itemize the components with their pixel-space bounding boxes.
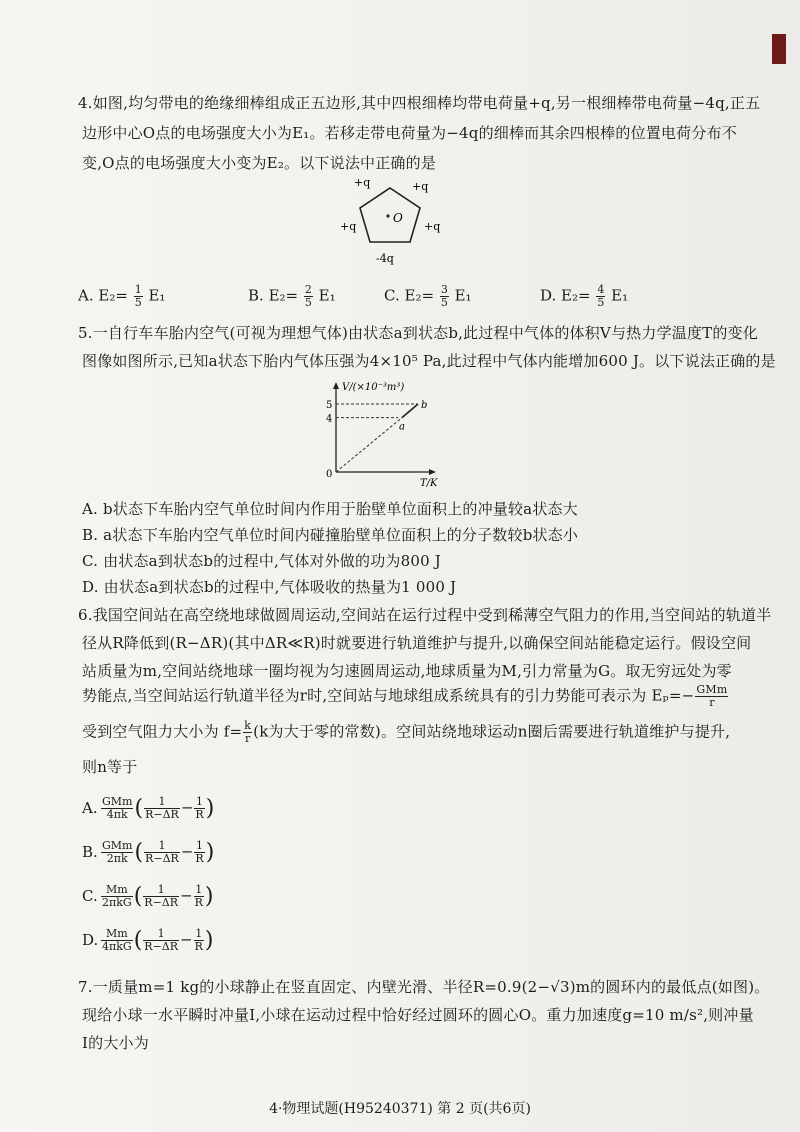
chart-tick-5: 5 — [326, 400, 333, 411]
q4-line-3: 变,O点的电场强度大小变为E₂。以下说法中正确的是 — [82, 154, 437, 172]
chart-x-axis-label: T/K — [420, 478, 438, 488]
q5-line-2: 图像如图所示,已知a状态下胎内气体压强为4×10⁵ Pa,此过程中气体内能增加600 J。以下说法正确的是 — [82, 352, 776, 370]
q4-option-b[interactable]: B. E₂= $\frac{2}{5}$ E₁ — [248, 283, 336, 309]
q5-option-d[interactable]: D. 由状态a到状态b的过程中,气体吸收的热量为1 000 J — [82, 578, 457, 596]
chart-point-b-label: b — [421, 400, 428, 411]
q5-option-b[interactable]: B. a状态下车胎内空气单位时间内碰撞胎壁单位面积上的分子数较b状态小 — [82, 526, 579, 544]
chart-point-a-label: a — [399, 421, 405, 433]
q4-line-2: 边形中心O点的电场强度大小为E₁。若移走带电荷量为−4q的细棒而其余四根棒的位置电荷分布不 — [82, 124, 737, 142]
q6-line-2: 径从R降低到(R−ΔR)(其中ΔR≪R)时就要进行轨道维护与提升,以确保空间站能稳定运行。假设空间 — [82, 634, 752, 652]
q7-line-3: I的大小为 — [82, 1034, 149, 1052]
pentagon-top-right-label: +q — [412, 180, 429, 193]
pentagon-left-label: +q — [340, 220, 357, 233]
q6-line-6: 则n等于 — [82, 758, 138, 776]
chart-a-to-b-segment — [402, 404, 418, 418]
q5-line-1: 5.一自行车车胎内空气(可视为理想气体)由状态a到状态b,此过程中气体的体积V与热力学温度T的变化 — [78, 324, 758, 342]
q6-line-1: 6.我国空间站在高空绕地球做圆周运动,空间站在运行过程中受到稀薄空气阻力的作用,当空间站的轨道半 — [78, 606, 772, 624]
q7-line-1: 7.一质量m=1 kg的小球静止在竖直固定、内壁光滑、半径R=0.9(2−√3)m的圆环内的最低点(如图)。 — [78, 978, 770, 996]
q6-line-3: 站质量为m,空间站绕地球一圈均视为匀速圆周运动,地球质量为M,引力常量为G。取无穷远处为零 — [82, 662, 732, 680]
pentagon-center-label: O — [393, 211, 403, 225]
pentagon-figure — [330, 172, 450, 272]
q7-line-2: 现给小球一水平瞬时冲量I,小球在运动过程中恰好经过圆环的圆心O。重力加速度g=10 m/s²,则冲量 — [82, 1006, 754, 1024]
chart-origin-label: 0 — [326, 469, 333, 480]
q4-option-a[interactable]: A. E₂= $\frac{1}{5}$ E₁ — [78, 283, 166, 309]
q5-option-c[interactable]: C. 由状态a到状态b的过程中,气体对外做的功为800 J — [82, 552, 442, 570]
volume-temperature-chart — [300, 376, 450, 488]
q6-option-b[interactable]: B. $\frac{\text{GMm}}{2\pi k}$ ( $\frac{1}{R-\Delta R}$ − $\frac{1}{R}$ ) — [82, 839, 215, 865]
chart-y-axis-label: V/(×10⁻³m³) — [342, 382, 405, 393]
q4-line-1: 4.如图,均匀带电的绝缘细棒组成正五边形,其中四根细棒均带电荷量+q,另一根细棒带电荷量−4q,正五 — [78, 94, 761, 112]
page-footer: 4·物理试题(H95240371) 第 2 页(共6页) — [269, 1101, 531, 1117]
q4-option-c[interactable]: C. E₂= $\frac{3}{5}$ E₁ — [384, 283, 472, 309]
q6-option-a[interactable]: A. $\frac{\text{GMm}}{4\pi k}$ ( $\frac{1}{R-\Delta R}$ − $\frac{1}{R}$ ) — [82, 795, 215, 821]
q6-option-d[interactable]: D. $\frac{Mm}{\text{4πkG}}$ ( $\frac{1}{R-\Delta R}$ − $\frac{1}{R}$ ) — [82, 927, 214, 953]
pentagon-top-left-label: +q — [354, 176, 371, 189]
q6-line-4: 势能点,当空间站运行轨道半径为r时,空间站与地球组成系统具有的引力势能可表示为 Eₚ=− $\frac{\text{GMm}}{r}$ — [82, 683, 728, 709]
q5-option-a[interactable]: A. b状态下车胎内空气单位时间内作用于胎壁单位面积上的冲量较a状态大 — [82, 500, 578, 518]
pentagon-right-label: +q — [424, 220, 441, 233]
chart-origin-to-a-dashed-line — [336, 418, 402, 472]
q4-option-d[interactable]: D. E₂= $\frac{4}{5}$ E₁ — [540, 283, 629, 309]
page-edge-tab — [772, 34, 786, 64]
q6-line-5: 受到空气阻力大小为 f= $\frac{k}{r}$ (k为大于零的常数)。空间站绕地球运动n圈后需要进行轨道维护与提升, — [82, 719, 731, 745]
pentagon-bottom-label: -4q — [376, 252, 394, 265]
q6-option-c[interactable]: C. $\frac{Mm}{\text{2πkG}}$ ( $\frac{1}{R-\Delta R}$ − $\frac{1}{R}$ ) — [82, 883, 214, 909]
chart-tick-4: 4 — [326, 413, 333, 425]
